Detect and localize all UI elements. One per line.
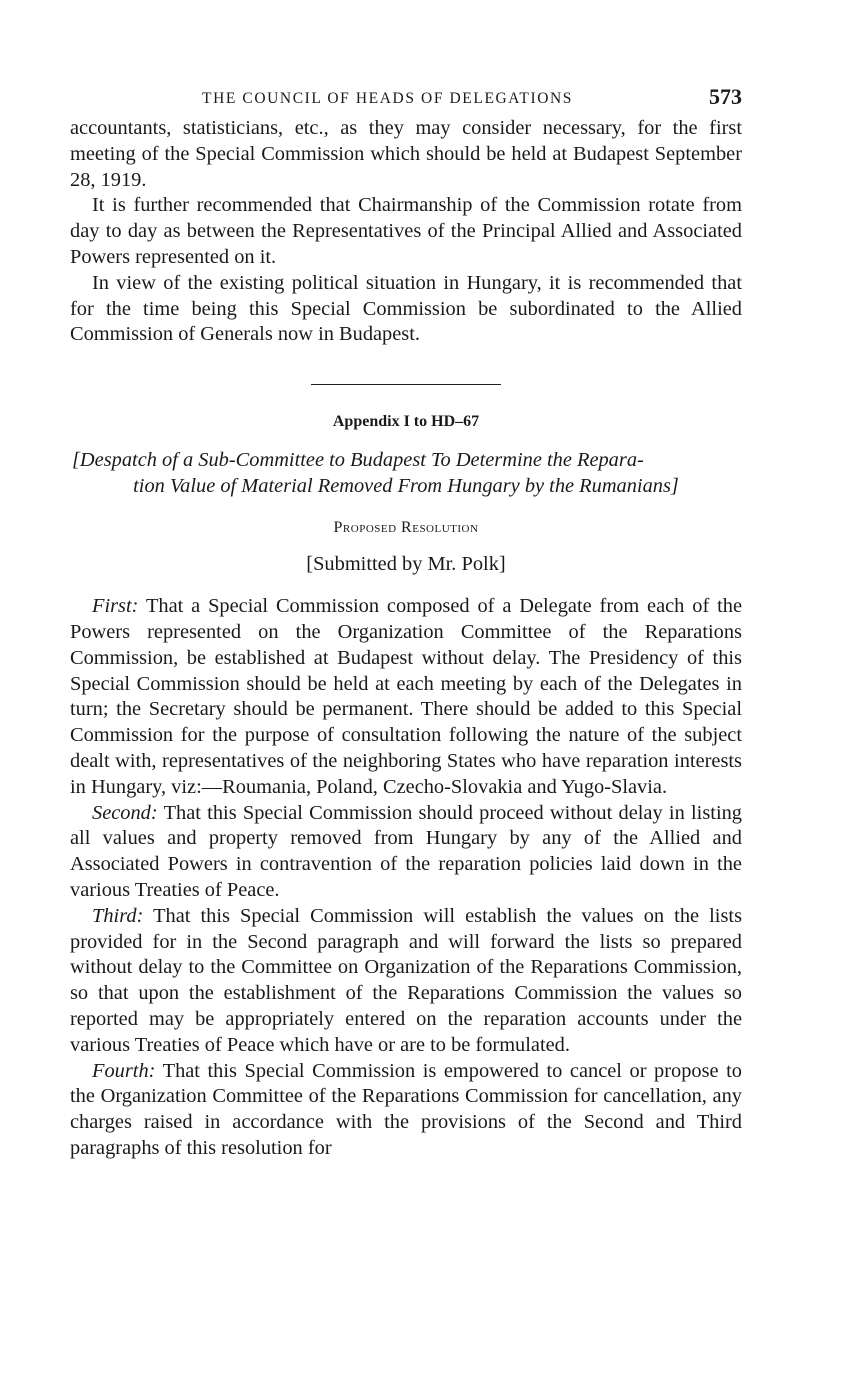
running-header [70, 84, 742, 114]
despatch-title-line-1: [Despatch of a Sub-Committee to Budapest To Determine the Repara- [72, 449, 644, 472]
document-page [70, 84, 742, 1162]
resolution-paragraph-first [70, 594, 742, 800]
header-title: THE COUNCIL OF HEADS OF DELEGATIONS [202, 90, 574, 107]
paragraph-text: That a Special Commission composed of a Delegate from each of the Powers represented on the Organization Committee of the Reparations Commission, be established at Budapest without delay. The Presidency of this Special Commission should be held at each meeting by each of the Delegates in turn; the Secretary should be permanent. There should be added to this Special Commission for the purpose of consultation following the nature of the subject dealt with, representatives of the neighboring States who have reparation interests in Hungary, viz:—Roumania, Poland, Czecho-Slovakia and Yugo-Slavia. [70, 595, 742, 798]
intro-paragraph-3: In view of the existing political situation in Hungary, it is recommended that for the time being this Special Commission be subordinated to the Allied Commission of Generals now in Budapest. [70, 271, 742, 346]
intro-paragraph-1: accountants, statisticians, etc., as they may consider necessary, for the first meeting of the Special Commission which should be held at Budapest September 28, 1919. [70, 117, 742, 191]
paragraph-lead: Third: [92, 904, 144, 927]
submitted-by: [Submitted by Mr. Polk] [306, 553, 506, 576]
despatch-title-line-2: tion Value of Material Removed From Hungary by the Rumanians] [133, 475, 679, 498]
paragraph-lead: Second: [92, 801, 158, 824]
paragraph-text: That this Special Commission is empowered to cancel or propose to the Organization Committee of the Reparations Commission for cancellation, any charges raised in accordance with the provisions of the Second and Third paragraphs of this resolution for [70, 1059, 742, 1159]
resolution-body [70, 594, 742, 1162]
intro-paragraph-2: It is further recommended that Chairmanship of the Commission rotate from day to day as between the Representatives of the Principal Allied and Associated Powers represented on it. [70, 194, 742, 268]
section-divider [311, 384, 501, 385]
resolution-paragraph-fourth [70, 1059, 742, 1162]
intro-section [70, 116, 742, 348]
resolution-paragraph-second [70, 801, 742, 904]
paragraph-text: That this Special Commission should proceed without delay in listing all values and property removed from Hungary by any of the Allied and Associated Powers in contravention of the reparation policies laid down in the various Treaties of Peace. [70, 801, 742, 901]
appendix-heading: Appendix I to HD–67 [332, 413, 480, 431]
paragraph-lead: First: [92, 595, 139, 618]
despatch-title [70, 447, 742, 499]
paragraph-text: That this Special Commission will establish the values on the lists provided for in the Second paragraph and will forward the lists so prepared without delay to the Committee on Organization of the Reparations Commission, so that upon the establishment of the Reparations Commission the values so reported may be appropriately entered on the reparation accounts under the various Treaties of Peace which have or are to be formulated. [70, 904, 742, 1056]
resolution-heading: Proposed Resolution [333, 519, 479, 537]
page-number: 573 [709, 84, 742, 109]
resolution-paragraph-third [70, 904, 742, 1059]
paragraph-lead: Fourth: [92, 1059, 156, 1082]
